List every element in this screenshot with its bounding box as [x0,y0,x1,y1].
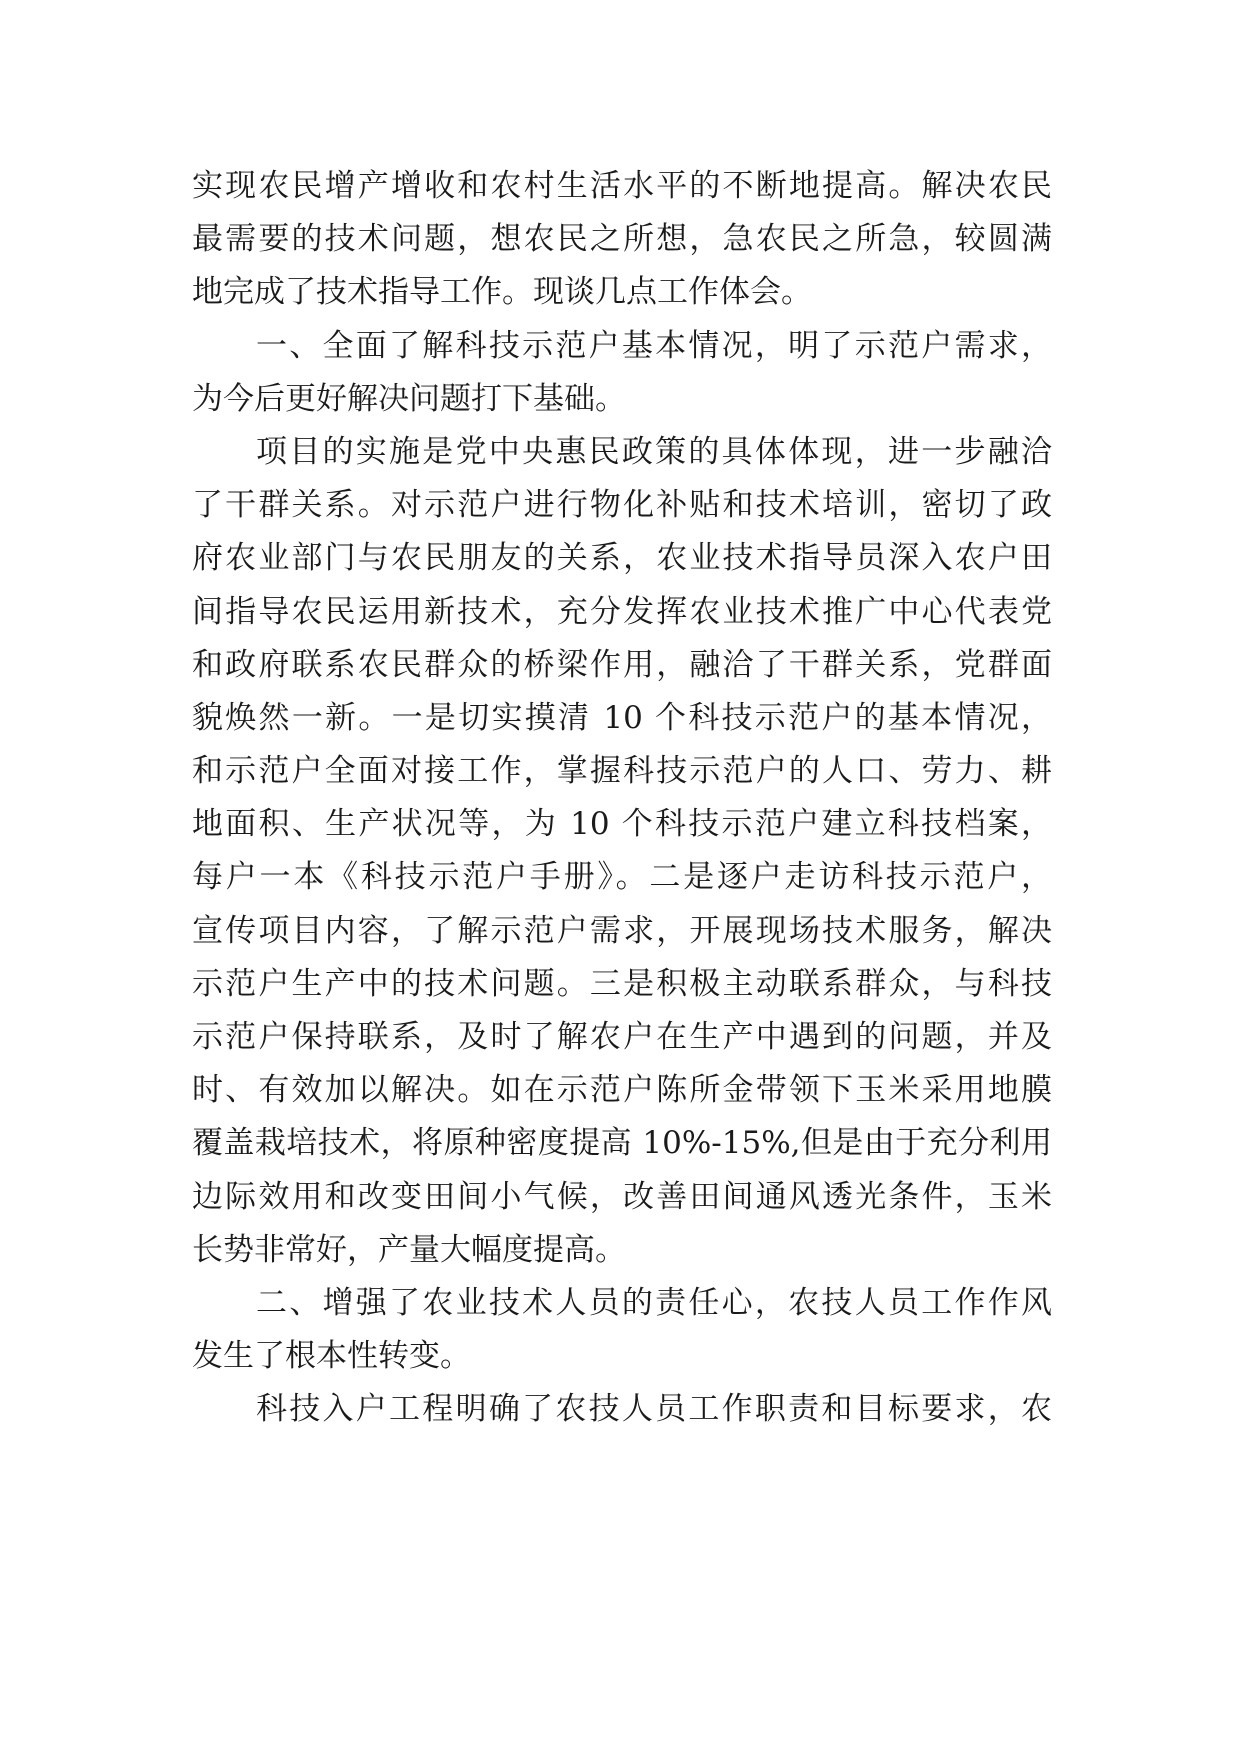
document-body [192,160,1052,1437]
text-line: 和政府联系农民群众的桥梁作用，融洽了干群关系，党群面 [192,646,1052,683]
text-line: 和示范户全面对接工作，掌握科技示范户的人口、劳力、耕 [192,753,1052,790]
text-line: 府农业部门与农民朋友的关系，农业技术指导员深入农户田 [192,540,1052,577]
text-line: 边际效用和改变田间小气候，改善田间通风透光条件，玉米 [192,1178,1052,1215]
text-line: 了干群关系。对示范户进行物化补贴和技术培训，密切了政 [192,487,1052,524]
text-line: 长势非常好，产量大幅度提高。 [192,1231,626,1268]
text-line: 地面积、生产状况等，为 10 个科技示范户建立科技档案， [192,806,1052,843]
text-line: 科技入户工程明确了农技人员工作职责和目标要求，农 [256,1391,1052,1428]
section-heading-line: 发生了根本性转变。 [192,1338,471,1375]
section-heading-line: 一、全面了解科技示范户基本情况，明了示范户需求， [256,327,1052,364]
text-line: 每户一本《科技示范户手册》。二是逐户走访科技示范户， [192,859,1052,896]
text-line: 示范户保持联系，及时了解农户在生产中遇到的问题，并及 [192,1019,1052,1055]
text-line: 实现农民增产增收和农村生活水平的不断地提高。解决农民 [192,168,1052,204]
text-line: 时、有效加以解决。如在示范户陈所金带领下玉米采用地膜 [192,1072,1052,1109]
section-heading-line: 二、增强了农业技术人员的责任心，农技人员工作作风 [256,1284,1052,1321]
text-line: 间指导农民运用新技术，充分发挥农业技术推广中心代表党 [192,593,1052,630]
text-line: 最需要的技术问题，想农民之所想，急农民之所急，较圆满 [192,221,1052,258]
text-line: 覆盖栽培技术，将原种密度提高 10%-15%,但是由于充分利用 [192,1125,1052,1162]
text-line: 项目的实施是党中央惠民政策的具体体现，进一步融洽 [256,433,1052,470]
text-line: 示范户生产中的技术问题。三是积极主动联系群众，与科技 [192,965,1052,1002]
text-line: 宣传项目内容，了解示范户需求，开展现场技术服务，解决 [192,912,1052,949]
section-heading-line: 为今后更好解决问题打下基础。 [192,380,626,417]
text-line: 貌焕然一新。一是切实摸清 10 个科技示范户的基本情况， [192,699,1052,736]
text-line: 地完成了技术指导工作。现谈几点工作体会。 [192,274,812,311]
